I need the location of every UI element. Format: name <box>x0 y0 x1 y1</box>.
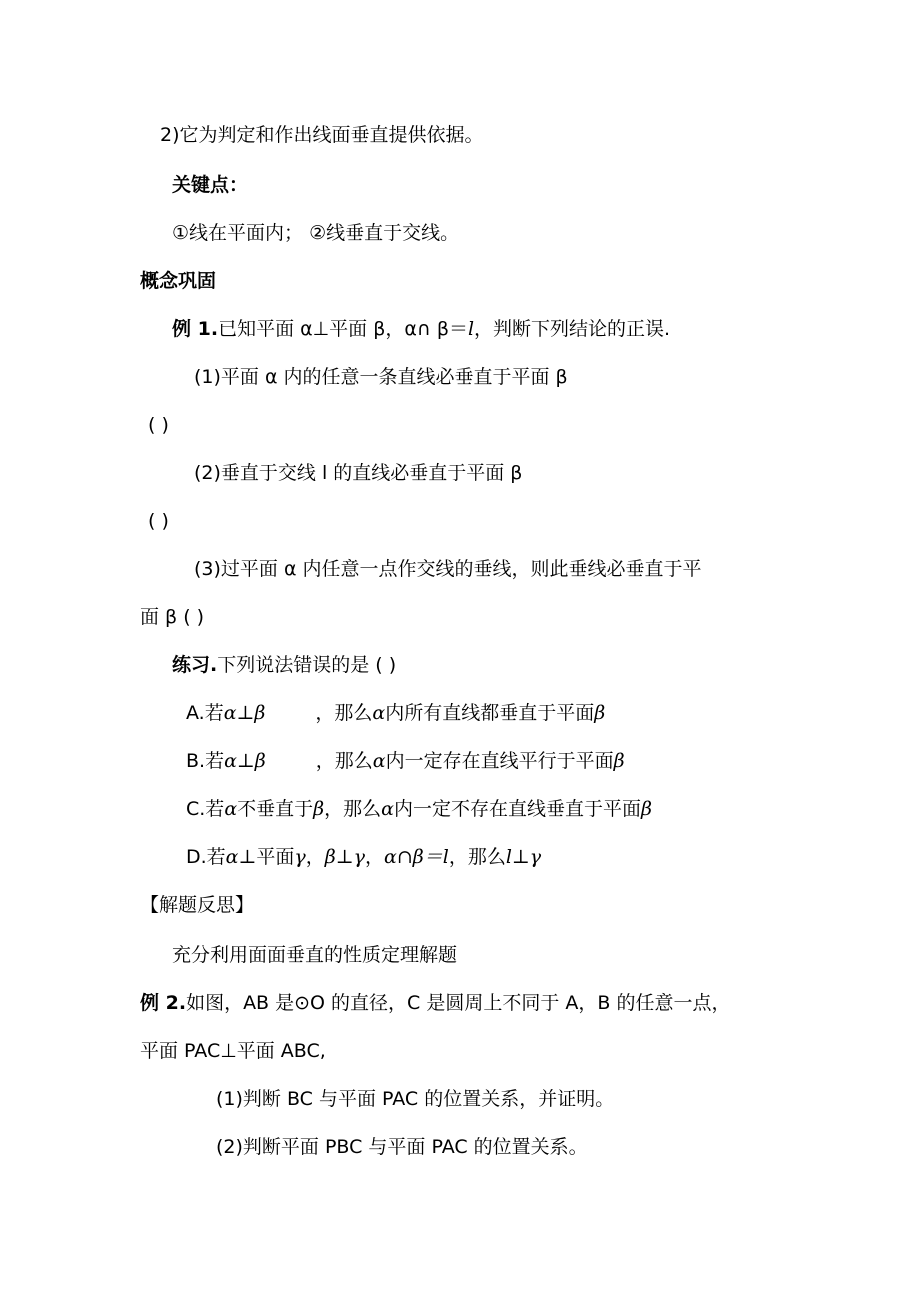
option-b-text2: 内一定存在直线平行于平面 <box>385 750 614 772</box>
key-points-heading: 关键点： <box>172 174 249 196</box>
example-1-item-3: (3)过平面 α 内任意一点作交线的垂线，则此垂线必垂直于平 <box>194 558 702 580</box>
option-a-text1: ，那么 <box>315 702 373 724</box>
practice-label: 练习. <box>172 654 218 676</box>
option-c-math4: β <box>641 798 653 820</box>
reflection-text: 充分利用面面垂直的性质定理解题 <box>172 944 458 966</box>
option-d-math: α⊥ <box>225 846 257 868</box>
option-d-text2: ，那么 <box>448 846 506 868</box>
section-heading-concept: 概念巩固 <box>140 270 217 292</box>
option-b-math2: α <box>372 750 386 772</box>
example-2-label: 例 2. <box>140 992 187 1014</box>
example-1-statement <box>172 316 670 342</box>
option-b-prefix: B.若 <box>186 750 225 772</box>
option-a-math2: α <box>372 702 386 724</box>
option-d-math5: l⊥γ <box>505 846 542 868</box>
option-c-text2: ，那么 <box>324 798 382 820</box>
example-1-item-2: (2)垂直于交线 l 的直线必垂直于平面 β <box>194 462 523 484</box>
option-c-text1: 不垂直于 <box>237 798 314 820</box>
option-b-math: α⊥β <box>224 750 266 772</box>
answer-blank-1: ( ) <box>148 414 169 436</box>
option-b <box>186 748 625 774</box>
option-a-text2: 内所有直线都垂直于平面 <box>385 702 595 724</box>
option-a-prefix: A.若 <box>186 702 224 724</box>
answer-blank-2: ( ) <box>148 510 169 532</box>
example-2-question-2: (2)判断平面 PBC 与平面 PAC 的位置关系。 <box>216 1136 588 1158</box>
practice-text: 下列说法错误的是 ( ) <box>217 654 397 676</box>
option-c-prefix: C.若 <box>186 798 225 820</box>
option-a-math3: β <box>594 702 606 724</box>
option-c <box>186 796 652 822</box>
option-d-text1: 平面 <box>256 846 295 868</box>
option-c-math2: β <box>313 798 325 820</box>
example-1-line-symbol: l <box>467 318 475 340</box>
example-2-question-1: (1)判断 BC 与平面 PAC 的位置关系，并证明。 <box>216 1088 615 1110</box>
key-points-text: ①线在平面内； ②线垂直于交线。 <box>172 222 460 244</box>
example-1-label: 例 1. <box>172 318 219 340</box>
example-2-statement-cont: 平面 PAC⊥平面 ABC, <box>140 1040 326 1062</box>
reflection-heading: 【解题反思】 <box>140 894 255 916</box>
option-d-math2: γ <box>294 846 306 868</box>
option-d <box>186 844 541 870</box>
example-2-text: 如图，AB 是⊙O 的直径，C 是圆周上不同于 A，B 的任意一点， <box>186 992 731 1014</box>
option-d-prefix: D.若 <box>186 846 226 868</box>
practice-statement <box>172 652 396 678</box>
option-d-sep1: ， <box>305 846 325 868</box>
text-line-basis: 2)它为判定和作出线面垂直提供依据。 <box>160 124 484 146</box>
option-c-text3: 内一定不存在直线垂直于平面 <box>394 798 642 820</box>
example-1-item-1: (1)平面 α 内的任意一条直线必垂直于平面 β <box>194 366 568 388</box>
option-d-math3: β⊥γ <box>324 846 365 868</box>
option-b-math3: β <box>613 750 625 772</box>
option-c-math: α <box>224 798 238 820</box>
option-a <box>186 700 605 726</box>
option-c-math3: α <box>381 798 395 820</box>
option-d-math4: α∩β＝l <box>384 846 449 868</box>
option-a-math: α⊥β <box>223 702 266 724</box>
example-1-text-b: ，判断下列结论的正误. <box>474 318 671 340</box>
option-d-sep2: ， <box>364 846 384 868</box>
example-1-text-a: 已知平面 α⊥平面 β，α∩ β＝ <box>218 318 468 340</box>
option-b-text1: ，那么 <box>315 750 373 772</box>
example-2-statement <box>140 990 730 1016</box>
example-1-item-3-cont: 面 β ( ) <box>140 606 205 628</box>
